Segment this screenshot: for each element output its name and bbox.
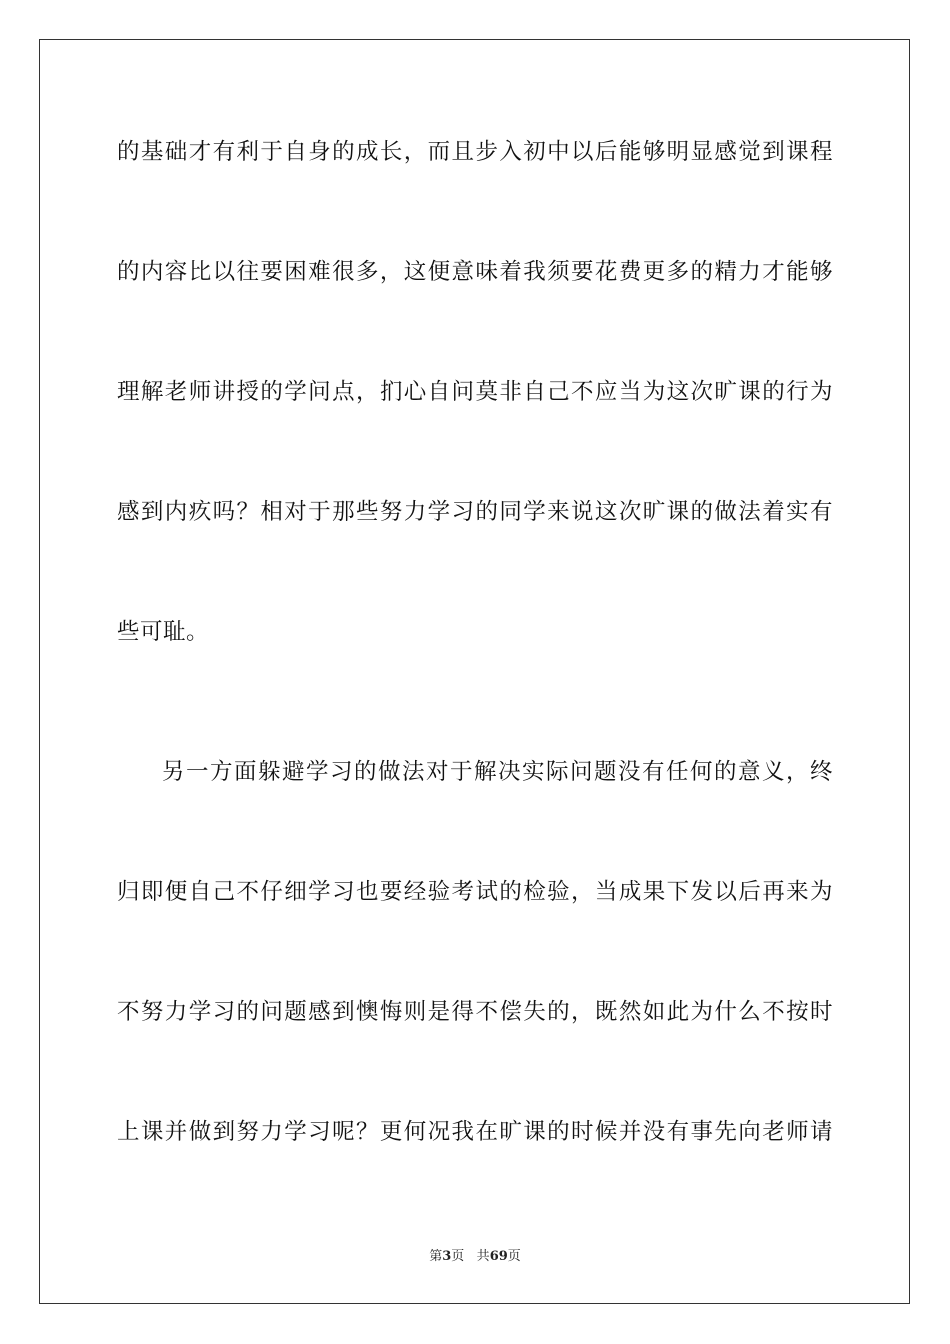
footer-page-unit: 页 (451, 1249, 465, 1264)
footer-prefix: 第 (429, 1249, 443, 1264)
page-number: 3 (442, 1249, 452, 1264)
text-line: 归即便自己不仔细学习也要经验考试的检验，当成果下发以后再来为 (117, 879, 833, 905)
text-line: 不努力学习的问题感到懊悔则是得不偿失的，既然如此为什么不按时 (117, 999, 833, 1025)
total-pages: 69 (489, 1249, 508, 1264)
page-border (39, 39, 910, 1304)
footer-total-unit: 页 (507, 1249, 521, 1264)
footer-total-prefix: 共 (476, 1249, 490, 1264)
text-line: 的内容比以往要困难很多，这便意味着我须要花费更多的精力才能够 (117, 259, 833, 285)
text-line: 感到内疚吗？相对于那些努力学习的同学来说这次旷课的做法着实有 (117, 499, 833, 525)
text-line: 理解老师讲授的学问点，扪心自问莫非自己不应当为这次旷课的行为 (117, 379, 833, 405)
page-footer (0, 1249, 950, 1265)
text-line: 上课并做到努力学习呢？更何况我在旷课的时候并没有事先向老师请 (117, 1119, 833, 1145)
text-line: 的基础才有利于自身的成长，而且步入初中以后能够明显感觉到课程 (117, 139, 833, 165)
text-line: 些可耻。 (117, 619, 210, 645)
paragraph-first-line: 另一方面躲避学习的做法对于解决实际问题没有任何的意义，终 (162, 759, 833, 785)
